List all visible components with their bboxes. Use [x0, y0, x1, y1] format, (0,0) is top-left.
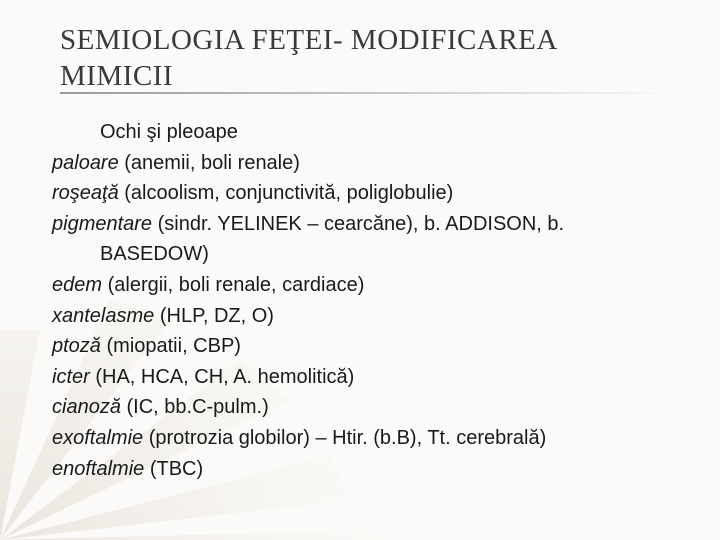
item-term: cianoză	[52, 396, 121, 419]
slide-title	[60, 22, 680, 94]
item-desc: (miopatii, CBP)	[100, 335, 241, 358]
item-term: roşeaţă	[52, 182, 119, 205]
list-item	[52, 392, 692, 423]
list-item-continuation: BASEDOW)	[100, 243, 209, 266]
item-term: paloare	[52, 151, 119, 174]
item-desc: (IC, bb.C-pulm.)	[120, 396, 269, 419]
list-item	[52, 148, 692, 179]
item-desc: (anemii, boli renale)	[118, 151, 300, 174]
item-term: xantelasme	[52, 304, 155, 327]
list-item	[52, 178, 692, 209]
item-desc: (alergii, boli renale, cardiace)	[102, 273, 365, 296]
title-line-1: SEMIOLOGIA FEŢEI- MODIFICAREA	[60, 24, 558, 56]
list-item	[52, 454, 692, 485]
title-line-2: MIMICII	[60, 60, 174, 92]
list-item	[52, 331, 692, 362]
item-term: ptoză	[52, 335, 101, 358]
section-heading: Ochi şi pleoape	[100, 121, 238, 143]
item-desc: (TBC)	[144, 457, 204, 480]
item-term: exoftalmie	[52, 426, 144, 449]
list-item	[52, 362, 692, 393]
item-desc: (HLP, DZ, O)	[154, 304, 274, 327]
list-item	[52, 301, 692, 332]
item-term: icter	[52, 365, 90, 388]
item-desc: (HA, HCA, CH, A. hemolitică)	[89, 365, 355, 388]
item-term: enoftalmie	[52, 457, 145, 480]
title-underline	[60, 92, 675, 94]
item-desc: (protrozia globilor) – Htir. (b.B), Tt. cerebrală)	[143, 426, 547, 449]
item-term: edem	[52, 273, 103, 296]
item-desc: (sindr. YELINEK – cearcăne), b. ADDISON, b.	[152, 212, 565, 235]
item-desc: (alcoolism, conjunctivită, poliglobulie)	[118, 182, 454, 205]
content-list	[52, 117, 692, 484]
list-item	[52, 423, 692, 454]
list-item	[52, 270, 692, 301]
item-term: pigmentare	[52, 212, 153, 235]
list-item	[52, 209, 692, 240]
